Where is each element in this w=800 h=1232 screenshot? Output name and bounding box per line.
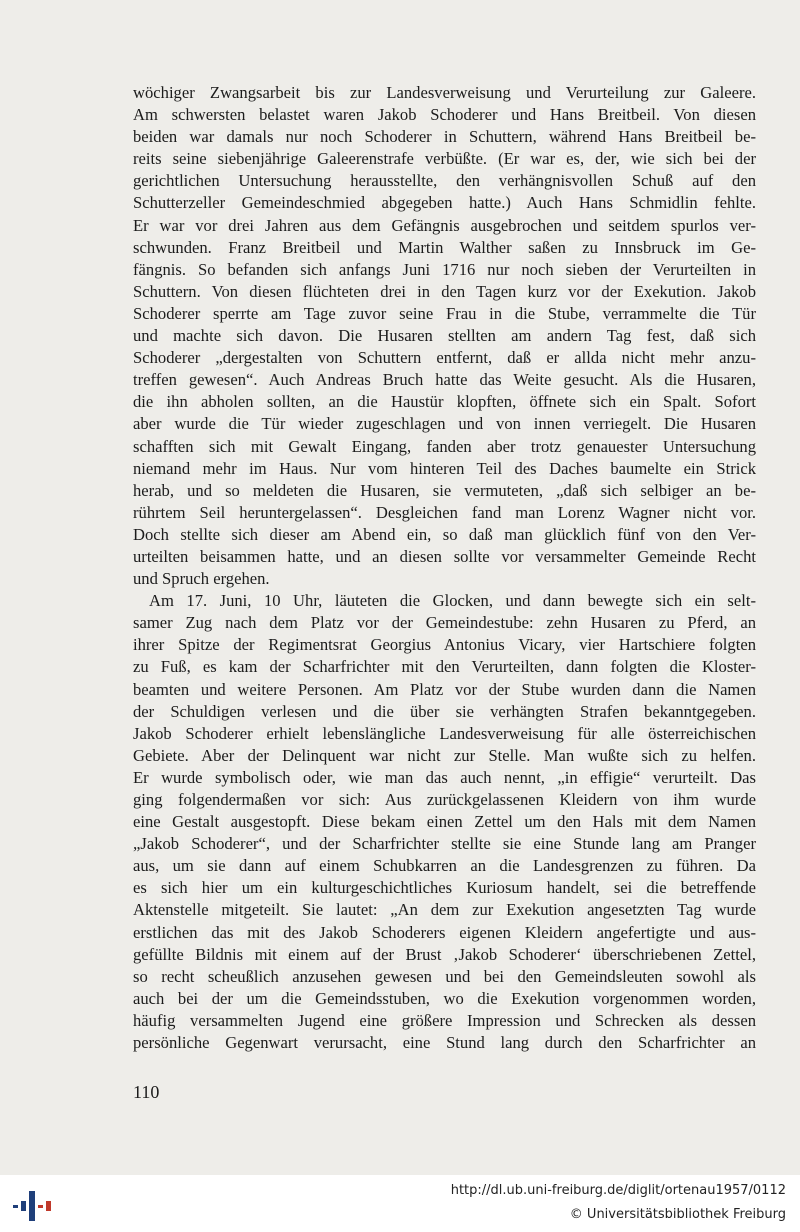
text-line: zu Fuß, es kam der Scharfrichter mit den Verurteilten, dann folgten die Kloster- bbox=[133, 657, 756, 677]
text-line: wöchiger Zwangsarbeit bis zur Landesverweisung und Verurteilung zur Galeere. bbox=[133, 83, 756, 102]
text-line: beamten und weitere Personen. Am Platz vor der Stube wurden dann die Namen bbox=[133, 679, 756, 699]
text-line: Gebiete. Aber der Delinquent war nicht zur Stelle. Man wußte sich zu helfen. bbox=[133, 745, 756, 765]
text-line: persönliche Gegenwart verursacht, eine Stund lang durch den Scharfrichter an bbox=[133, 1033, 756, 1053]
footer-bar bbox=[0, 1175, 800, 1232]
text-line: Aktenstelle mitgeteilt. Sie lautet: „An dem zur Exekution angesetzten Tag wurde bbox=[133, 900, 756, 920]
text-line: Am 17. Juni, 10 Uhr, läuteten die Glocken, und dann bewegte sich ein selt- bbox=[149, 591, 756, 611]
text-line: Doch stellte sich dieser am Abend ein, so daß man glücklich fünf von den Ver- bbox=[133, 524, 756, 544]
text-line: es sich hier um ein kulturgeschichtliches Kuriosum handelt, sei die betreffende bbox=[133, 878, 756, 898]
text-line: gerichtlichen Untersuchung herausstellte, den verhängnisvollen Schuß auf den bbox=[133, 171, 756, 191]
text-line: schwunden. Franz Breitbeil und Martin Walther saßen zu Innsbruck im Ge- bbox=[133, 237, 756, 257]
footer-copyright: © Universitätsbibliothek Freiburg bbox=[569, 1207, 786, 1222]
text-line: der Schuldigen verlesen und die über sie verhängten Strafen bekanntgegeben. bbox=[133, 701, 756, 721]
text-line: erstlichen das mit des Jakob Schoderers eigenen Kleidern angefertigte und aus- bbox=[133, 922, 756, 942]
text-line: Schoderer „dergestalten von Schuttern entfernt, daß er allda nicht mehr anzu- bbox=[133, 348, 756, 368]
text-line: Jakob Schoderer erhielt lebenslängliche Landesverweisung für alle österreichischen bbox=[133, 723, 756, 743]
text-line: fängnis. So befanden sich anfangs Juni 1716 nur noch sieben der Verurteilten in bbox=[133, 259, 756, 279]
text-line: häufig versammelten Jugend eine größere Impression und Schrecken als dessen bbox=[133, 1010, 756, 1030]
text-line: und machte sich davon. Die Husaren stellten am andern Tag fest, daß sich bbox=[133, 326, 756, 346]
text-line: so recht scheußlich anzusehen gewesen und bei den Gemeindsleuten sowohl als bbox=[133, 966, 756, 986]
text-line: und Spruch ergehen. bbox=[133, 569, 270, 589]
text-line: treffen gewesen“. Auch Andreas Bruch hatte das Weite gesucht. Als die Husaren, bbox=[133, 370, 756, 390]
text-line: Am schwersten belastet waren Jakob Schoderer und Hans Breitbeil. Von diesen bbox=[133, 105, 756, 125]
text-line: Er war vor drei Jahren aus dem Gefängnis ausgebrochen und seitdem spurlos ver- bbox=[133, 215, 756, 235]
text-line: ihrer Spitze der Regimentsrat Georgius Antonius Vicary, vier Hartschiere folgten bbox=[133, 635, 756, 655]
body-text bbox=[133, 82, 756, 1054]
text-line: Er wurde symbolisch oder, wie man das auch nennt, „in effigie“ verurteilt. Das bbox=[133, 767, 756, 787]
footer-url-link[interactable]: http://dl.ub.uni-freiburg.de/diglit/ortenau1957/0112 bbox=[450, 1183, 786, 1198]
text-line: ging folgendermaßen vor sich: Aus zurückgelassenen Kleidern von ihm wurde bbox=[133, 790, 756, 809]
text-line: gefüllte Bildnis mit einem auf der Brust ‚Jakob Schoderer‘ überschriebenen Zettel, bbox=[133, 944, 756, 964]
text-line: eine Gestalt ausgestopft. Diese bekam einen Zettel um den Hals mit dem Namen bbox=[133, 812, 756, 832]
text-line: auch bei der um die Gemeindsstuben, wo die Exekution vorgenommen worden, bbox=[133, 988, 756, 1008]
page-number: 110 bbox=[133, 1082, 160, 1102]
text-line: Schutterzeller Gemeindeschmied abgegeben hatte.) Auch Hans Schmidlin fehlte. bbox=[133, 193, 756, 213]
text-line: „Jakob Schoderer“, und der Scharfrichter stellte sie eine Stunde lang am Pranger bbox=[133, 834, 756, 854]
text-line: aber wurde die Tür wieder zugeschlagen und von innen verriegelt. Die Husaren bbox=[133, 414, 756, 434]
text-line: urteilten beisammen hatte, und an diesen sollte vor versammelter Gemeinde Recht bbox=[133, 546, 756, 566]
text-line: herab, und so meldeten die Husaren, sie vermuteten, „daß sich selbiger an be- bbox=[133, 480, 756, 500]
text-line: aus, um sie dann auf einem Schubkarren an die Landesgrenzen zu führen. Da bbox=[133, 856, 756, 876]
text-line: samer Zug nach dem Platz vor der Gemeindestube: zehn Husaren zu Pferd, an bbox=[133, 613, 756, 633]
text-line: rührtem Seil heruntergelassen“. Desgleichen fand man Lorenz Wagner nicht vor. bbox=[133, 502, 756, 522]
text-line: Schuttern. Von diesen flüchteten drei in den Tagen kurz vor der Exekution. Jakob bbox=[133, 281, 756, 301]
text-line: die ihn abholen sollten, an die Haustür klopften, öffnete sich ein Spalt. Sofort bbox=[133, 392, 756, 412]
text-line: schafften sich mit Gewalt Eingang, fanden aber trotz genauester Untersuchung bbox=[133, 436, 756, 456]
text-line: Schoderer sperrte am Tage zuvor seine Frau in die Stube, verrammelte die Tür bbox=[133, 303, 756, 323]
text-line: reits seine siebenjährige Galeerenstrafe verbüßte. (Er war es, der, wie sich bei der bbox=[133, 149, 756, 169]
text-line: beiden war damals nur noch Schoderer in Schuttern, während Hans Breitbeil be- bbox=[133, 127, 756, 147]
text-line: niemand mehr im Haus. Nur vom hinteren Teil des Daches baumelte ein Strick bbox=[133, 458, 756, 478]
ub-freiburg-logo-icon bbox=[12, 1183, 52, 1223]
